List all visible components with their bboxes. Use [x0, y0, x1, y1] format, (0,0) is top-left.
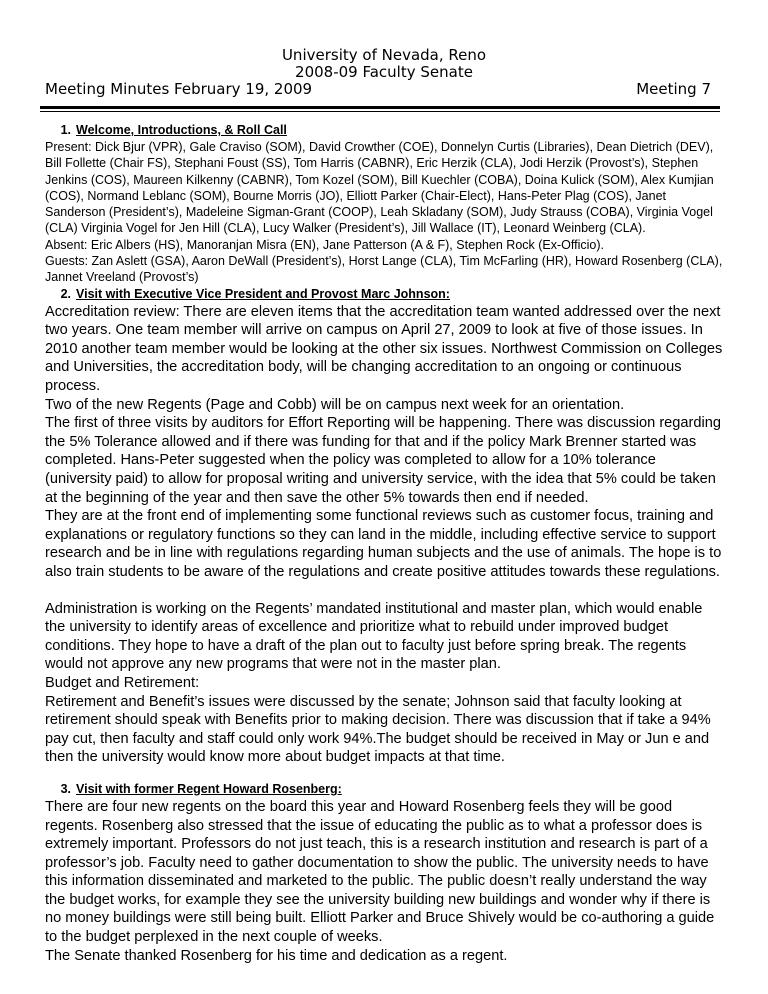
paragraph: The first of three visits by auditors for Effort Reporting will be happening. There was discussion regarding the 5% Tolerance allowed and if there was funding for that and if the policy Mark Brenner started was completed. Hans-Peter suggested when the policy was completed to allow for a 10% tolerance (university paid) to allow for proposal writing and university service, with the idea that 5% could be taken at the beginning of the year and then save the other 5% towards then end if needed.	[45, 415, 721, 506]
subheading: Budget and Retirement:	[45, 674, 200, 691]
paragraph-gap	[45, 767, 723, 781]
roll-call-guests: Guests: Zan Aslett (GSA), Aaron DeWall (President’s), Horst Lange (CLA), Tim McFarling (HR), Howard Rosenberg (CLA), Jannet Vreeland (Provost’s)	[45, 254, 723, 285]
paragraph: Retirement and Benefit’s issues were discussed by the senate; Johnson said that faculty looking at retirement should speak with Benefits prior to making decision. There was discussion that if take a 94% pay cut, then faculty and staff could only work 94%.The budget should be received in May or Jun e and then the university would know more about budget impacts at that time.	[45, 693, 711, 766]
section-title: Welcome, Introductions, & Roll Call	[76, 123, 287, 137]
paragraph-gap	[45, 582, 723, 600]
section-heading	[45, 781, 723, 798]
header-meeting-number: Meeting 7	[636, 80, 711, 98]
section-heading	[45, 122, 723, 139]
header-rule-thick	[40, 106, 720, 109]
section-heading	[45, 286, 723, 303]
section-number: 3.	[60, 781, 71, 796]
section-number: 1.	[60, 123, 71, 137]
roll-call-absent: Absent: Eric Albers (HS), Manoranjan Misra (EN), Jane Patterson (A & F), Stephen Rock (Ex-Officio).	[45, 237, 604, 252]
paragraph: They are at the front end of implementing some functional reviews such as customer focus, training and explanations or regulatory functions so they can land in the middle, including effective service to support research and be in line with regulations regarding human subjects and the use of animals. The hope is to also train students to be aware of the regulations and create positive attitudes towards these regulations.	[45, 508, 722, 580]
section-number: 2.	[60, 286, 71, 301]
header-meeting-date: Meeting Minutes February 19, 2009	[45, 80, 313, 98]
header-rule-thin	[40, 111, 720, 112]
roll-call-present: Present: Dick Bjur (VPR), Gale Craviso (SOM), David Crowther (COE), Donnelyn Curtis (Libraries), Dean Dietrich (DEV), Bill Follette (Chair FS), Stephani Foust (SS), Tom Harris (CABNR), Eric Herzik (CLA), Jodi Herzik (Provost’s), Stephen Jenkins (COS), Maureen Kilkenny (CABNR), Tom Kozel (SOM), Bill Kuechler (COBA), Doina Kulick (SOM), Alex Kumjian (COS), Normand Leblanc (SOM), Bourne Morris (JO), Elliott Parker (Chair-Elect), Hans-Peter Plag (COS), Janet Sanderson (President’s), Madeleine Sigman-Grant (COOP), Leah Skladany (SOM), Judy Strauss (COBA), Virginia Vogel (CLA) Virginia Vogel for Jen Hill (CLA), Lucy Walker (President’s), Jill Wallace (IT), Leonard Weinberg (CLA).	[45, 140, 714, 236]
paragraph: There are four new regents on the board this year and Howard Rosenberg feels they will be good regents. Rosenberg also stressed that the issue of educating the public as to what a professor does is extremely important. Professors do not just teach, this is a research institution and research is part of a professor’s job. Faculty need to gather documentation to show the public. The university needs to have this information disseminated and marketed to the public. The public doesn’t really understand the way the budget works, for example they see the university building new buildings and wonder why if there is no money buildings were still being built. Elliott Parker and Bruce Shively would be co-authoring a guide to the budget perplexed in the next couple of weeks.	[45, 798, 715, 946]
section-title: Visit with Executive Vice President and Provost Marc Johnson:	[76, 286, 450, 301]
header-institution: University of Nevada, Reno	[281, 46, 487, 64]
paragraph: Accreditation review: There are eleven items that the accreditation team wanted addressed over the next two years. One team member will arrive on campus on April 27, 2009 to look at five of those issues. In 2010 another team member would be looking at the other six issues. Northwest Commission on Colleges and Universities, the accreditation body, will be changing accreditation to an ongoing or continuous process.	[45, 303, 723, 395]
minutes-body	[45, 122, 723, 965]
paragraph: The Senate thanked Rosenberg for his time and dedication as a regent.	[45, 947, 508, 964]
paragraph: Two of the new Regents (Page and Cobb) will be on campus next week for an orientation.	[45, 396, 625, 413]
header-body: 2008-09 Faculty Senate	[295, 63, 473, 81]
section-title: Visit with former Regent Howard Rosenberg:	[76, 781, 342, 796]
paragraph: Administration is working on the Regents’ mandated institutional and master plan, which would enable the university to identify areas of excellence and prioritize what to rebuild under improved budget conditions. They hope to have a draft of the plan out to faculty just before spring break. The regents would not approve any new programs that were not in the master plan.	[45, 600, 703, 673]
